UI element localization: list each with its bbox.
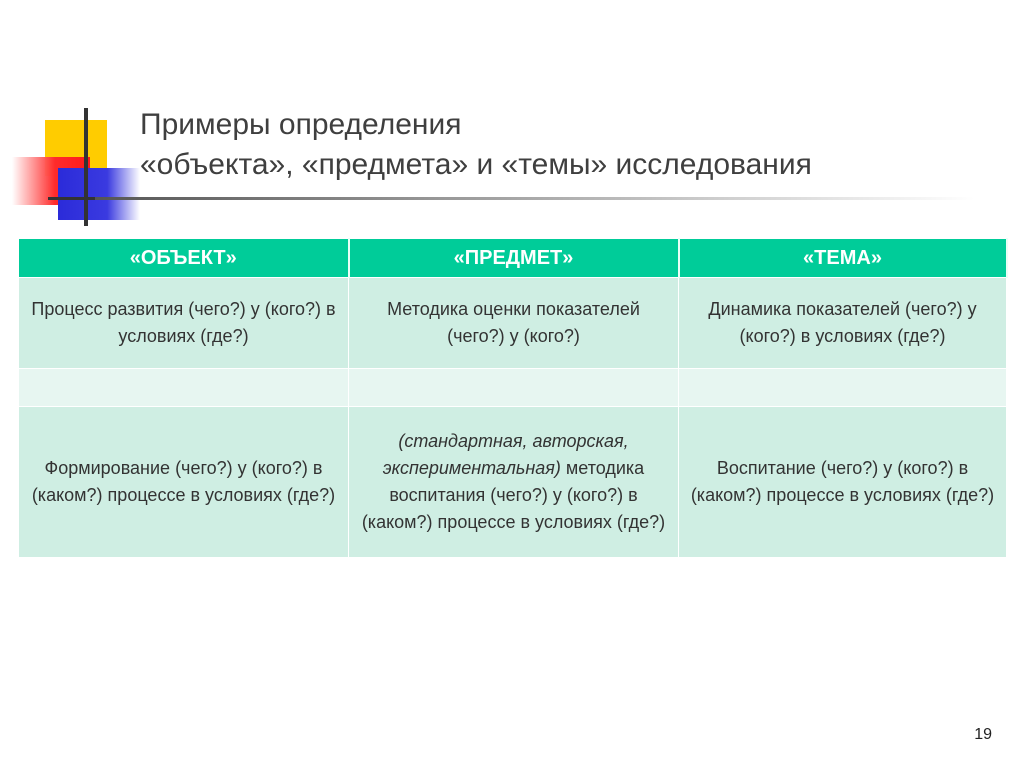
method-description-text: методика воспитания (чего?) у (кого?) в (каком?) процессе в условиях (где?) <box>361 458 666 532</box>
header-subject: «ПРЕДМЕТ» <box>349 239 679 278</box>
cell-object-2: Формирование (чего?) у (кого?) в (каком?) процессе в условиях (где?) <box>19 407 349 558</box>
cell-empty-3 <box>679 369 1007 407</box>
decorative-squares-logo <box>0 0 160 240</box>
slide-title <box>140 105 980 185</box>
cell-empty-2 <box>349 369 679 407</box>
method-types-text: (стандартная, авторская, экспериментальная) <box>382 431 629 478</box>
blue-square <box>58 168 140 220</box>
table-row <box>19 278 1007 369</box>
table-header-row <box>19 239 1007 278</box>
cell-empty-1 <box>19 369 349 407</box>
title-underline <box>95 197 975 200</box>
header-topic: «ТЕМА» <box>679 239 1007 278</box>
cell-topic-1: Динамика показателей (чего?) у (кого?) в условиях (где?) <box>679 278 1007 369</box>
table-row <box>19 407 1007 558</box>
title-line-1: Примеры определения <box>140 108 462 141</box>
cell-subject-2 <box>349 407 679 558</box>
table-row-empty <box>19 369 1007 407</box>
header-object: «ОБЪЕКТ» <box>19 239 349 278</box>
cell-topic-2: Воспитание (чего?) у (кого?) в (каком?) процессе в условиях (где?) <box>679 407 1007 558</box>
comparison-table <box>18 238 1008 558</box>
cell-subject-1: Методика оценки показателей (чего?) у (кого?) <box>349 278 679 369</box>
title-line-2: «объекта», «предмета» и «темы» исследования <box>140 148 812 181</box>
cell-object-1: Процесс развития (чего?) у (кого?) в условиях (где?) <box>19 278 349 369</box>
page-number: 19 <box>974 726 992 743</box>
vertical-line <box>84 108 88 226</box>
